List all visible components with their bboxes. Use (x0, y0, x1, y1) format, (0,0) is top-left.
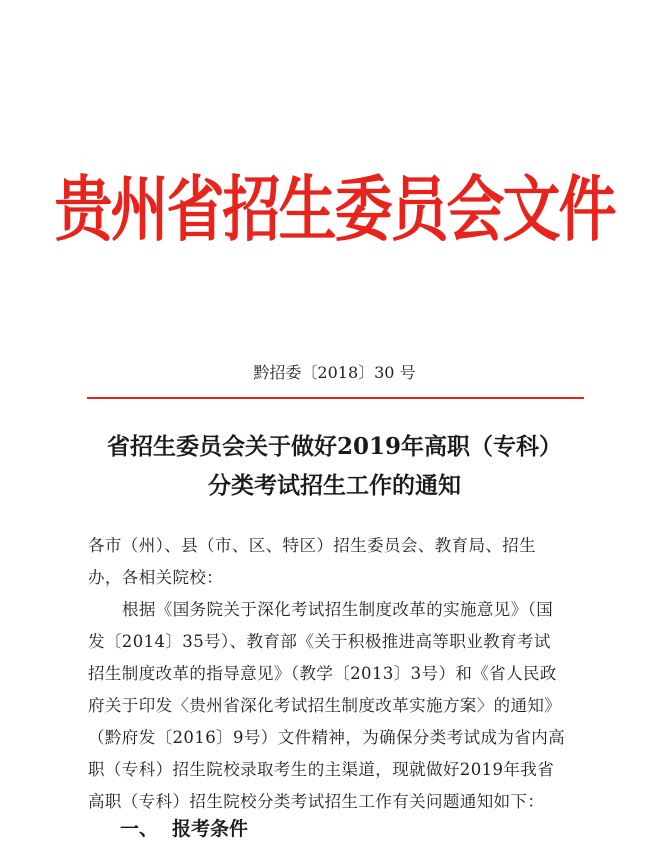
section-number: 一、 (120, 818, 159, 840)
body-line: 高职（专科）招生院校分类考试招生工作有关问题通知如下： (88, 792, 545, 811)
document-number: 黔招委〔2018〕30 号 (253, 363, 416, 382)
addressee-block (88, 530, 584, 594)
body-line: 根据《国务院关于深化考试招生制度改革的实施意见》（国 (122, 600, 554, 619)
addressee-line-2: 办，各相关院校： (88, 568, 224, 587)
body-line: （黔府发〔2016〕9号）文件精神，为确保分类考试成为省内高 (88, 728, 565, 747)
body-line: 招生制度改革的指导意见》（教学〔2013〕3号）和《省人民政 (88, 664, 557, 683)
body-line: 职（专科）招生院校录取考生的主渠道，现就做好2019年我省 (88, 760, 555, 779)
notice-title-line-1: 省招生委员会关于做好2019年高职（专科） (106, 433, 562, 460)
section-title: 报考条件 (172, 818, 249, 840)
body-line: 发〔2014〕35号）、教育部《关于积极推进高等职业教育考试 (88, 632, 551, 651)
notice-title-line-2: 分类考试招生工作的通知 (208, 472, 461, 499)
addressee-line-1: 各市（州）、县（市、区、特区）招生委员会、教育局、招生 (88, 536, 537, 555)
body-paragraph (88, 594, 584, 818)
red-separator-rule (87, 397, 584, 399)
masthead-title: 贵州省招生委员会文件 (54, 168, 615, 251)
body-line: 府关于印发〈贵州省深化考试招生制度改革实施方案〉的通知》 (88, 696, 562, 715)
section-heading-1 (120, 814, 248, 841)
